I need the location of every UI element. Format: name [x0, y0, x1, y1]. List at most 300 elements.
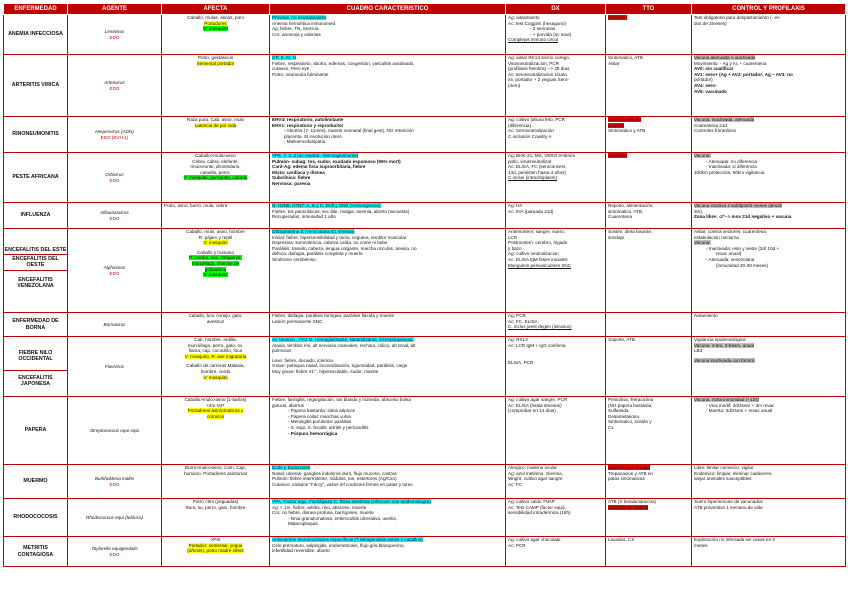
cell-line: C. inclus joest-degen (intranuc) [508, 324, 572, 330]
cell-line: Semental portador [196, 60, 235, 66]
cell-line: Cuarentena 21d [694, 122, 727, 128]
cell-line: - Abortos (7- 11mes), muerte neonatal (final gest), NO retención [284, 128, 414, 134]
cell-line: Sacrificio(aeronauta) [608, 465, 651, 470]
cell-line: (inmunidad 20-30 meses) [716, 262, 769, 268]
disease-table [3, 3, 846, 567]
cell-line: - Mieloencefalopatía [284, 139, 326, 145]
cell-line: N: H3N8, H7N7: A, B y C. Drift y Shift (reemergencia) [272, 203, 381, 208]
cell-line: Ag: RK13 [508, 337, 528, 342]
cell-line: avestruz [206, 318, 225, 324]
cell-line: Sintomatico, ATB [608, 55, 643, 60]
cell-line: Wright, cultivo agar sangre [508, 476, 563, 482]
cell-line: ATB preventivo 1 semana de vida [694, 504, 763, 510]
cell-line: Vacuna: 4-6m, 3-5sem, anual [694, 342, 754, 348]
cell-line: Caballo>mula>asno [195, 153, 236, 158]
cell-line: Penicilina, Tetraciclina [608, 397, 654, 402]
control-cell [692, 537, 846, 567]
cell-line: crónicos [206, 413, 225, 419]
afecta-cell [162, 117, 270, 153]
edo-label: EDO [109, 85, 120, 91]
cell-line: Endo y Exotoxinas [272, 465, 311, 470]
cell-line: Ac: ELISA IgM fases iniciales [508, 256, 568, 262]
cell-line: Portadores [204, 20, 227, 26]
cell-line: sensibilidad intradérmica (18h) [508, 510, 571, 516]
agent-cell [68, 117, 162, 153]
cell-line: Ag: BHK-21, MS, VERO embrión [508, 153, 576, 158]
dx-cell [506, 337, 606, 397]
table-row [4, 15, 846, 55]
cell-line: V: mosquito [203, 26, 228, 32]
cell-line: Inicial: fiebre, hipersensibilidad y tacto, ceguera, temblor muscular [272, 234, 407, 240]
cell-line: Ag: fiebre, TN, ictericia [272, 26, 319, 32]
cell-line: sintomatico, ATB, [608, 208, 644, 214]
table-row [4, 117, 846, 153]
cuadro-cell [270, 337, 506, 397]
cell-line: Sulfamida, [608, 408, 630, 414]
cell-line: Zona libre: -2º--> mov 21d negativo + vacuna [694, 214, 792, 220]
cell-line: Ac: seroneutralizacion 1/suto [508, 71, 567, 77]
cell-line: V: mosquito [203, 374, 228, 380]
cell-line: Cebra, cabra, elefante, [192, 158, 239, 164]
cell-line: Caballo>mulo>asno (1-5años) [184, 397, 247, 402]
cuadro-cell [270, 153, 506, 203]
table-row [4, 313, 846, 337]
cell-line: GP, E, M, N [272, 55, 296, 60]
cell-line: Ag: cultivo agar sangre, PCR [508, 397, 568, 402]
cell-line: golondrina [204, 266, 227, 272]
cuadro-cell [270, 117, 506, 153]
cell-line: Ag: aislamiento [508, 15, 540, 20]
disease-cell: ANEMIA INFECCIOSA [4, 15, 68, 55]
agent-cell [68, 55, 162, 117]
cell-line: humano. Portadores asintomat [184, 470, 247, 476]
agent-cell [68, 537, 162, 567]
cell-line: Anemia hemolítica inmunomed [272, 20, 336, 26]
agent-name: Lentivirus [104, 28, 125, 34]
afecta-cell [162, 229, 270, 313]
cell-line: Cro: no fiebre, disnea profusa, barrígones, muerte [272, 510, 374, 516]
cell-line: patas sinomaticas [608, 476, 645, 482]
cell-line: 14d, persisten hasta 4 años) [508, 169, 566, 175]
cell-line: Ag: cultivo caldo TNAP [508, 499, 555, 504]
cell-line: Sostén, dieta laxante, [608, 229, 653, 234]
cell-line: gutural, abortos [272, 402, 304, 408]
tto-cell [606, 229, 692, 313]
edo-label: EDO [109, 177, 120, 183]
cell-line: V: mosquito [203, 272, 228, 278]
agent-name: Influenzavirus [100, 209, 129, 215]
cell-line: cutaneo, Pero eye [272, 66, 310, 72]
cell-line: - Atenuada: venezolana [706, 256, 755, 262]
cell-line: Virusneutralizacion, PCR [508, 60, 559, 66]
cell-line: Ag: cultivo agar chocolate [508, 537, 561, 542]
header-control: CONTROL Y PROFILAXIS [692, 4, 846, 15]
cell-line: pulmonar [272, 348, 292, 354]
cell-line: Muy grave: fiebre 41º , hiperexcitable, sudor, muerte [272, 368, 379, 374]
cell-line: Cro: anorexia y edemas [272, 31, 321, 37]
agent-cell [68, 15, 162, 55]
cell-line: Libre: limitar comercio, vigilar [694, 465, 754, 470]
edo-label: EDO [109, 34, 120, 40]
cell-line: Caballo de carreras Malasia, [186, 363, 245, 369]
cell-line: Vacuna atenuada o inactivada [694, 55, 756, 60]
cell-line: ELISA, PCR [508, 360, 534, 366]
edo-label: EDO (EVH-1) [100, 134, 129, 140]
table-row [4, 203, 846, 229]
disease-name: ENCEFALITIS JAPONESA [18, 375, 53, 388]
cell-line: - Inactivada: si diferencia [706, 164, 757, 170]
cell-line: Ac: FC [508, 481, 523, 487]
cell-line: Sintomatico, sostén y [608, 419, 652, 425]
afecta-cell [162, 55, 270, 117]
afecta-cell [162, 153, 270, 203]
cell-line: hombre, cerdo [200, 368, 231, 374]
cell-line: - 2 semanas [530, 26, 556, 32]
cell-line: AV0: sin cualificar [694, 66, 734, 72]
cell-line: revac anual) [716, 251, 742, 257]
disease-cell: RHODOCOCOSIS [4, 499, 68, 537]
disease-cell: METRITIS CONTAGIOSA [4, 537, 68, 567]
agent-name: Flavivirus [104, 363, 125, 369]
disease-name: FIEBRE NILO OCCIDENTAL [4, 342, 67, 371]
cell-line: - Púrpura hemorrágica [288, 430, 338, 436]
cell-line: Endemico: limpiar, eliminar cadáveres, [694, 470, 773, 476]
agent-name: Orbivirus [105, 171, 124, 177]
cell-line: LCR [508, 234, 518, 240]
afecta-cell [162, 499, 270, 537]
cell-line: Movimiento: - Ag y Ac + cuarentena [694, 60, 767, 66]
edo-label: EDO [109, 481, 120, 487]
afecta-cell [162, 203, 270, 229]
edo-label: EDO [109, 270, 120, 276]
cell-line: Trepanacion y ATB en [608, 470, 653, 476]
cell-line: AV4: sero- [694, 82, 717, 88]
cell-line: Lesión permanente SNC [272, 318, 323, 324]
cell-line: Portadores asintomaticos y [187, 408, 244, 414]
cell-line: Vigilancia epidemiológica [694, 337, 746, 342]
cell-line: Test obligatorio para desplazamiento (- en [694, 15, 780, 20]
cell-line: Potro <6m (yeguadas) [192, 499, 239, 504]
cell-line: Vacuna: inactivada, atenuada [694, 117, 755, 122]
dx-cell [506, 203, 606, 229]
header-tto: TTO [606, 4, 692, 15]
cell-line: Ag: aislar RK13 sin/no corego, [508, 55, 571, 60]
afecta-cell [162, 337, 270, 397]
disease-cell: RINONEUMONITIS [4, 117, 68, 153]
agent-cell [68, 203, 162, 229]
cell-line: Ag: < 1m. fiebre, artritis, rino, absceso, muerte [272, 504, 367, 510]
tto-cell [606, 337, 692, 397]
control-cell [692, 499, 846, 537]
cell-line: - Muerta: 3d/2sem + revac anual [706, 408, 773, 414]
cell-line: Pulmón- subag: tos, sudor, exudado espumoso (95% mort) [272, 158, 401, 164]
cell-line: Caballo, bov, conejo, gato, [188, 313, 243, 318]
cell-line: Fiebre, respiratorio, aborto, edemas, congestión, vasculitis autolisado, [272, 60, 415, 66]
dx-cell [506, 229, 606, 313]
header-afecta: AFECTA [162, 4, 270, 15]
cell-line: Postmortem: cerebro, hígado [508, 240, 568, 246]
cell-line: Malacoplaquia [288, 521, 318, 527]
cell-line: sondaje [608, 234, 625, 240]
cell-line: estabulación nocturna [694, 234, 739, 240]
cell-line: Alergico: maleina ocular [508, 465, 558, 470]
disease-cell [4, 229, 68, 313]
cell-line: Aislamiento [694, 313, 718, 318]
cell-line: Card-Ag: edema fosa supraorbitaria, fiebre [272, 164, 366, 170]
table-row [4, 153, 846, 203]
table-row [4, 537, 846, 567]
cell-line: Raza pura. Cab. asno. mulo [186, 117, 245, 122]
cell-line: Potro, gestásicos [197, 55, 234, 60]
cell-line: (4ern) [508, 82, 521, 88]
cell-line: Celo prematuro, salpingitis, endometriosis, flujo gris-blanquecino, [272, 542, 405, 548]
cell-line: Grave: petequia nasal, incoordinación, rigurosidad, parálisis, ciego [272, 363, 408, 369]
tto-cell [606, 55, 692, 117]
cell-line: AV1: sero+ (Ag + AV2: portador; Ag – AV3: no [694, 71, 793, 77]
cell-line: Ac: test Coggins (hexagono) [508, 20, 566, 26]
edo-label: EDO [109, 551, 120, 557]
cell-line: Cab, hombre, ardilla, [194, 337, 237, 342]
cell-line: infertilidad reversible, aborto [272, 548, 330, 554]
dx-cell [506, 117, 606, 153]
cell-line: placenta, SI involución útero [284, 133, 342, 139]
cell-line: murciélago, chinche de [191, 260, 240, 266]
cell-line: - Papera coital: manchas vulva [288, 413, 351, 419]
agent-cell [68, 499, 162, 537]
cell-line: - S. equi, S. fecalis: artritis y pericarditis [288, 424, 369, 430]
cell-line: Reposo, alimentación, [608, 203, 654, 208]
agent-cell [68, 229, 162, 313]
header-enfermedad: ENFERMEDAD [4, 4, 68, 15]
table-row [4, 499, 846, 537]
cell-line: Sacrificio [608, 15, 627, 20]
table-row [4, 229, 846, 313]
cell-line: camello, perro. [200, 169, 231, 175]
agent-name: Alphavirus [103, 264, 126, 270]
tto-cell [606, 537, 692, 567]
agent-cell [68, 397, 162, 465]
disease-name: ENCEFALITIS VENEZOLANA [17, 276, 54, 289]
cell-line: Ataxia, temblor ms, alt nerviosa craneales, rechina, cólico, alt renal, alt [272, 342, 416, 348]
cell-line: Caballo, mulas, asnos, poni [187, 15, 244, 20]
cell-line: Cuarentena [608, 214, 633, 220]
cell-line: Latencia de por vida [194, 122, 237, 128]
cell-line: Sacrificio aborto [608, 117, 641, 122]
cell-line: Mixta: cardíaca y disnea [272, 169, 325, 175]
cell-line: Ac: ELISA (hasta 6meses) [508, 402, 562, 408]
cell-line: Ac: LCR IgM + IgG confirma [508, 342, 566, 348]
cell-line: Leve: fiebre, decaido, ictericia [272, 357, 333, 363]
cell-line: LB3 [694, 348, 703, 354]
cuadro-cell [270, 55, 506, 117]
cuadro-cell [270, 229, 506, 313]
cell-line: 100km protección, 50km vigilancia [694, 169, 765, 175]
disease-name: ENCEFALITIS DEL ESTE [4, 246, 67, 255]
cell-line: Aislar [608, 60, 620, 66]
cell-line: R: pájaro y reptil [198, 234, 233, 240]
cell-line: defeca, disfagia, parálisis completa y muerte [272, 251, 363, 257]
disease-cell: PESTE AFRICANA [4, 153, 68, 203]
cell-line: (d/tonis), potro madre infect [187, 548, 244, 554]
cell-line: Ac Neutron., Prot M. Hemaglutinante, Neutralizante, Estreptoquinasa. [272, 337, 414, 342]
cell-line: Vacuna inactiva 2 subtipos/6 meses (desde [694, 203, 783, 208]
table-row [4, 465, 846, 499]
tto-cell [606, 117, 692, 153]
cell-line: AV5: vacunado [694, 88, 727, 94]
cell-line: V: mosquito, garrapata, cabana [183, 175, 248, 181]
dx-cell [506, 537, 606, 567]
cell-line: pollo, virusneutralizar [508, 158, 552, 164]
cell-line: Sintomatico y ATB [608, 128, 646, 134]
agent-cell [68, 313, 162, 337]
control-cell [692, 337, 846, 397]
cell-line: (diferencia) [508, 122, 531, 128]
agent-cell [68, 465, 162, 499]
control-cell [692, 117, 846, 153]
cell-line: rinoceronte, dromedario, [190, 164, 241, 170]
cell-line: Complejos inmuno circul [508, 37, 559, 43]
cuadro-cell [270, 465, 506, 499]
dx-cell [506, 55, 606, 117]
disease-name: ENCEFALITIS DEL OESTE [4, 255, 67, 270]
cuadro-cell [270, 313, 506, 337]
cell-line: Nerviosa: paresia [272, 180, 311, 186]
cell-line: - Meningitis purulenta: parálisis [288, 419, 352, 425]
cell-line: VP5, 7, 2, 2 (ac neutral., hemoaglutinante) [272, 153, 359, 158]
table-row [4, 397, 846, 465]
cell-line: Cuarent [608, 122, 625, 128]
cell-line: Recuperados, inmunidad 1 año [272, 214, 336, 220]
cuadro-cell [270, 203, 506, 229]
cell-line: - Atenuada: no diferencia [706, 158, 758, 164]
cell-line: Ag: cultivo neutralizacion [508, 251, 559, 257]
cell-line: Anticuerpos mononucleares específicos (T.asinigenitalis asnos y caballos) [272, 537, 423, 542]
disease-cell: ENFERMEDAD DE BORNA [4, 313, 68, 337]
agent-name: Streptococcus equi equi [89, 427, 140, 433]
tto-cell [606, 313, 692, 337]
dx-cell [506, 15, 606, 55]
disease-cell: INFLUENZA [4, 203, 68, 229]
cell-line: Potro, asno, burro, mula, cebra [164, 203, 228, 208]
cell-line: EHV1: respiratorio y reproductor [272, 122, 344, 128]
cell-line: Antemortem: sangre, suero, [508, 229, 565, 234]
afecta-cell [162, 313, 270, 337]
cuadro-cell [270, 499, 506, 537]
dx-cell [506, 499, 606, 537]
cell-line: Portador: semental, yegua [188, 542, 243, 548]
cell-line: Fiebre, faringitis, regurgitación, tos blanda y húmeda, absceso bolsa [272, 397, 411, 402]
disease-cell: ARTERITIS VIRICA [4, 55, 68, 117]
afecta-cell [162, 397, 270, 465]
cell-line: Ac: FC, ELISA. [508, 318, 539, 324]
cell-line: Ac: Seroneutralización [508, 128, 554, 134]
cell-line: Caballo y humano [196, 249, 235, 255]
dx-cell [506, 465, 606, 499]
disease-cell [4, 337, 68, 397]
cell-line: alejar animales susceptibles [694, 476, 752, 482]
cell-line: Vacuna inactivada con formol. [694, 357, 756, 363]
cell-line: llama, cap, cocodrilo, foca [188, 348, 243, 354]
cell-line: Pulmón: fiebre intermitente, nódulos, tos, estertores (Ag/Cxo) [272, 476, 397, 482]
header-cuadro: CUADRO CARACTERISTICO [270, 4, 506, 15]
agent-cell [68, 337, 162, 397]
cell-line: Cx [608, 424, 614, 430]
cell-line: Provirus, no neutralizantes [272, 15, 327, 20]
cell-line: V: mosquito, R: ave migratoria [184, 353, 247, 359]
cell-line: Ag: HA [508, 203, 523, 208]
cell-line: Controles frontolizos [694, 128, 736, 134]
control-cell [692, 313, 846, 337]
tto-cell [606, 153, 692, 203]
tto-cell [606, 465, 692, 499]
cell-line: murciélago, perro, gato, ov, [187, 342, 244, 348]
cell-line: Sacrificio [608, 153, 627, 158]
dx-cell [506, 313, 606, 337]
header-dx: DX [506, 4, 606, 15]
table-row [4, 55, 846, 117]
cell-line: Ac: Test CAMP (factor equi), [508, 504, 566, 510]
control-cell [692, 229, 846, 313]
cell-line: Síndrome cerebeloso [272, 256, 316, 262]
cell-line: Ac: PCR [508, 542, 526, 548]
cell-line: Vacuna: [694, 240, 711, 246]
cell-line: Fiebre, disfagia, parálisis faríngea, parálisis flácida y muerte [272, 313, 395, 318]
cell-line: Soporte, ATB [608, 337, 635, 342]
tto-cell [606, 397, 692, 465]
cell-line: (comprobar en 14 días) [508, 408, 556, 414]
header-row [4, 4, 846, 15]
cell-line: Nasal: ulceras, ganglios indoloros duro, flujo mucoso, costras [272, 470, 397, 476]
control-cell [692, 153, 846, 203]
disease-cell: MUERMO [4, 465, 68, 499]
control-cell [692, 203, 846, 229]
cell-line: 3m). [694, 208, 704, 214]
cell-line: Lavados, CX [608, 537, 635, 542]
cell-line: Rum, su, perro, gato, hombre [185, 504, 246, 510]
afecta-cell [162, 15, 270, 55]
cell-line: Caballo, mulo, asno, hombre [186, 229, 245, 234]
cell-line: - Viva modif: 2d/4sem + 3m revac [706, 402, 775, 408]
control-cell [692, 55, 846, 117]
cell-line: <4m:IAP. [206, 402, 225, 408]
cell-line: C inclusión Cowdry A [508, 133, 552, 139]
cell-line: Parálisis: tavanto cabeza, lengua colgante, marcha circulos, anexia, no [272, 245, 417, 251]
table-row [4, 337, 846, 397]
cell-line: Burro>mulo>asno. Cam, Cap, [184, 465, 247, 470]
cuadro-cell [270, 537, 506, 567]
header-agente: AGENTE [68, 4, 162, 15]
afecta-cell [162, 537, 270, 567]
cell-line: (profilaxis hembra) --> 28 días [508, 66, 570, 72]
cell-line: Aislar, control vectores, cuarentena, [694, 229, 768, 234]
cell-line: Glicoproteína E (venezolana E1 viremia) [272, 229, 355, 234]
cell-line: dos de 2meses) [694, 20, 727, 26]
cell-line: Desametasona [608, 413, 639, 419]
cell-line: Vacuna: corta inmunidad (+12s) [694, 397, 759, 402]
cell-line: Cutaneo: nódulos "Farcy", vasos inf cordones firmes en patas y torso [272, 481, 413, 487]
agent-name: Rhodococcus equi (telúrico) [86, 514, 143, 520]
cell-line: x4, portador + 2 yeguas Sero- [508, 77, 569, 83]
cell-line: Ac: IHA (pareada 21d) [508, 208, 554, 214]
cell-line: - + porvida (ac neut) [530, 31, 572, 37]
disease-table-sheet [3, 3, 845, 567]
cuadro-cell [270, 15, 506, 55]
cell-line: ATB (X betalactámicos) [608, 499, 656, 504]
cell-line: R: roedor, ave, zarigueye, [189, 255, 242, 261]
cell-line: meses [694, 542, 708, 548]
cell-line: Potro: neumonía fulminante [272, 71, 329, 77]
cuadro-cell [270, 397, 506, 465]
